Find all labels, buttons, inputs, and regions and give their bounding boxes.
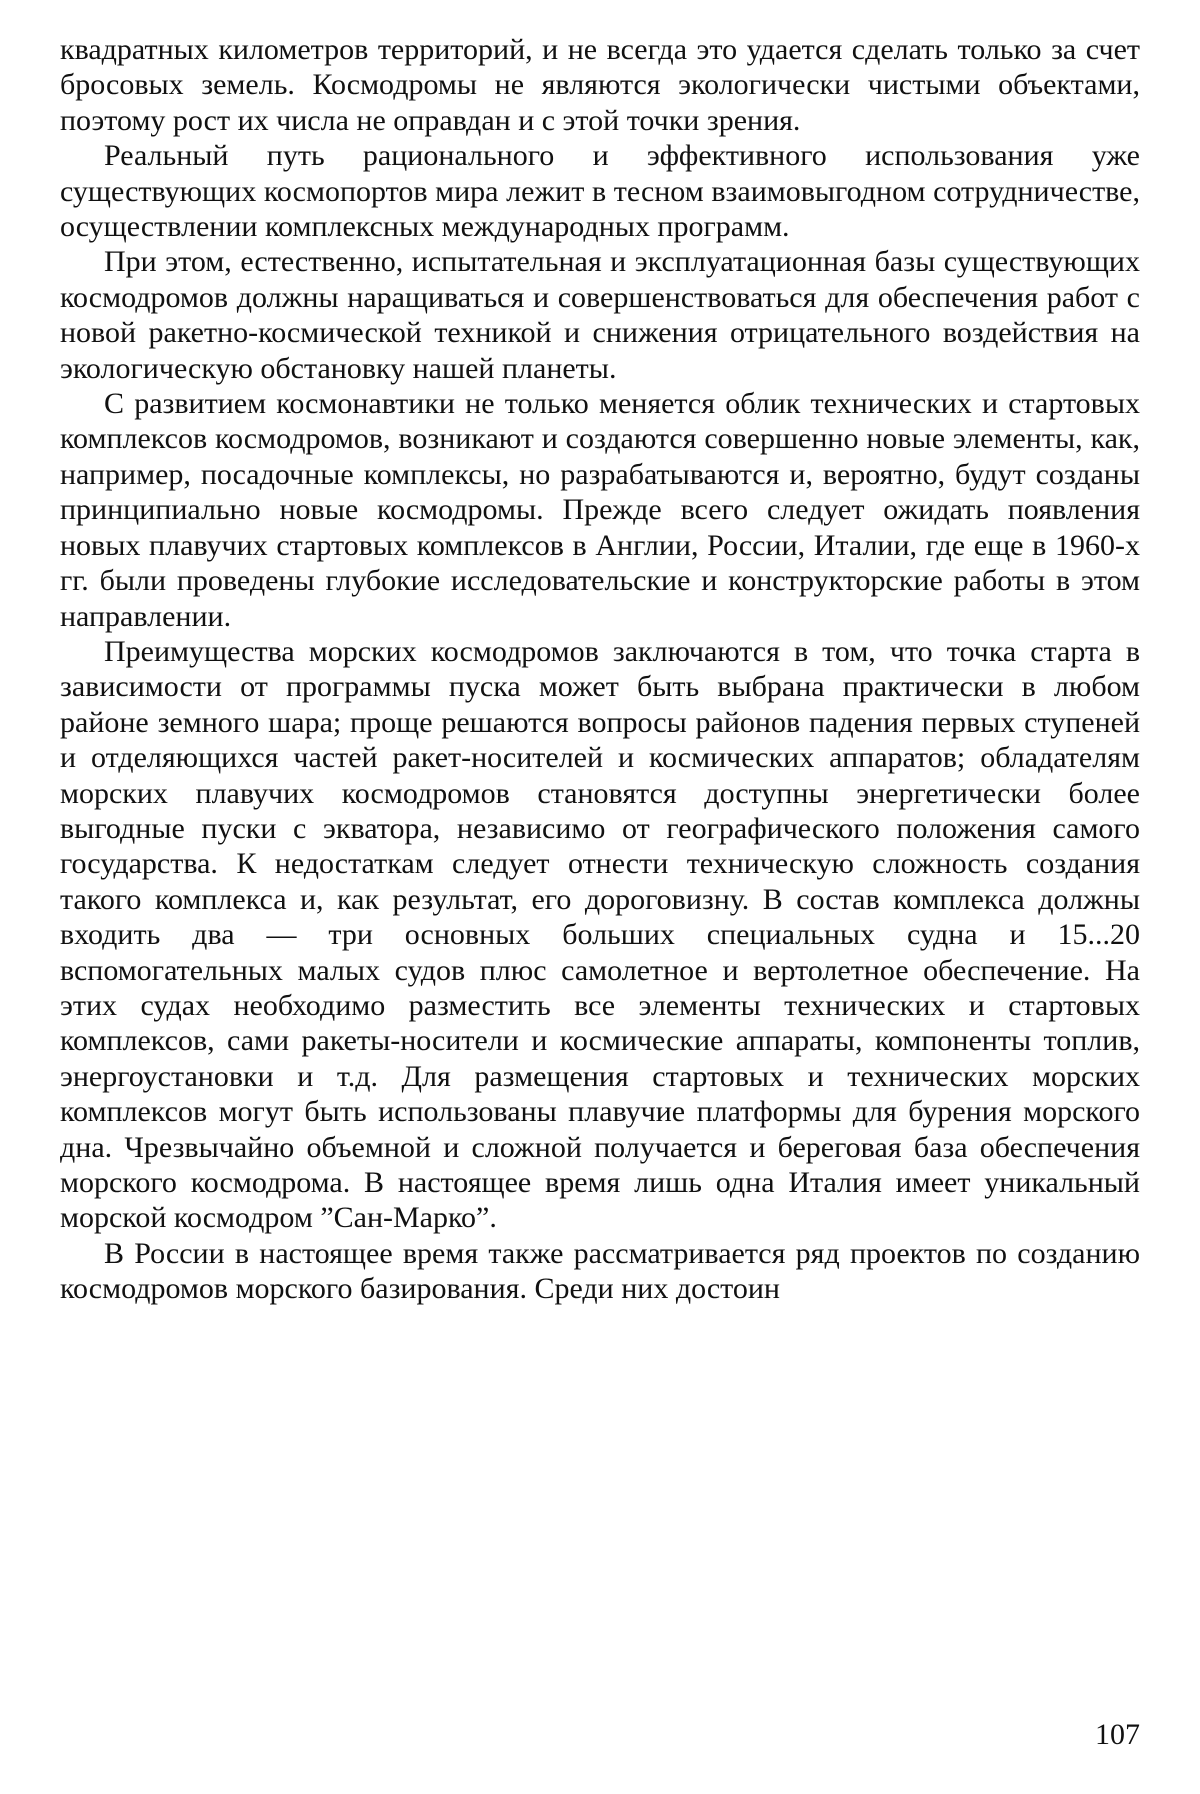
paragraph-4: С развитием космонавтики не только меняется облик технических и стартовых комплексов космодромов, возникают и создаются совершенно новые элементы, как, например, посадочные комплексы, но разрабатываются и, вероятно, будут созданы принципиально новые космодромы. Прежде всего следует ожидать появления новых плавучих стартовых комплексов в Англии, России, Италии, где еще в 1960-х гг. были проведены глубокие исследовательские и конструкторские работы в этом направлении. — [60, 387, 1140, 633]
paragraph-1: квадратных километров территорий, и не всегда это удается сделать только за счет бросовых земель. Космодромы не являются экологически чистыми объектами, поэтому рост их числа не оправдан и с этой точки зрения. — [60, 33, 1140, 137]
page-number: 107 — [1095, 1718, 1140, 1751]
page-text — [60, 32, 1140, 1307]
paragraph-2: Реальный путь рационального и эффективного использования уже существующих космопортов мира лежит в тесном взаимовыгодном сотрудничестве, осуществлении комплексных международных программ. — [60, 139, 1140, 244]
paragraph-5: Преимущества морских космодромов заключаются в том, что точка старта в зависимости от программы пуска может быть выбрана практически в любом районе земного шара; проще решаются вопросы районов падения первых ступеней и отделяющихся частей ракет-носителей и космических аппаратов; обладателям морских плавучих космодромов становятся доступны энергетически более выгодные пуски с экватора, независимо от географического положения самого государства. К недостаткам следует отнести техническую сложность создания такого комплекса и, как результат, его дороговизну. В состав комплекса должны входить два — три основных больших специальных судна и 15...20 вспомогательных малых судов плюс самолетное и вертолетное обеспечение. На этих судах необходимо разместить все элементы технических и стартовых комплексов, сами ракеты-носители и космические аппараты, компоненты топлив, энергоустановки и т.д. Для размещения стартовых и технических морских комплексов могут быть использованы плавучие платформы для бурения морского дна. Чрезвычайно объемной и сложной получается и береговая база обеспечения морского космодрома. В настоящее время лишь одна Италия имеет уникальный морской космодром ”Сан-Марко”. — [60, 634, 1140, 1235]
paragraph-6: В России в настоящее время также рассматривается ряд проектов по созданию космодромов морского базирования. Среди них достоин — [60, 1236, 1140, 1306]
paragraph-3: При этом, естественно, испытательная и эксплуатационная базы существующих космодромов должны наращиваться и совершенствоваться для обеспечения работ с новой ракетно-космической техникой и снижения отрицательного воздействия на экологическую обстановку нашей планеты. — [60, 245, 1140, 385]
